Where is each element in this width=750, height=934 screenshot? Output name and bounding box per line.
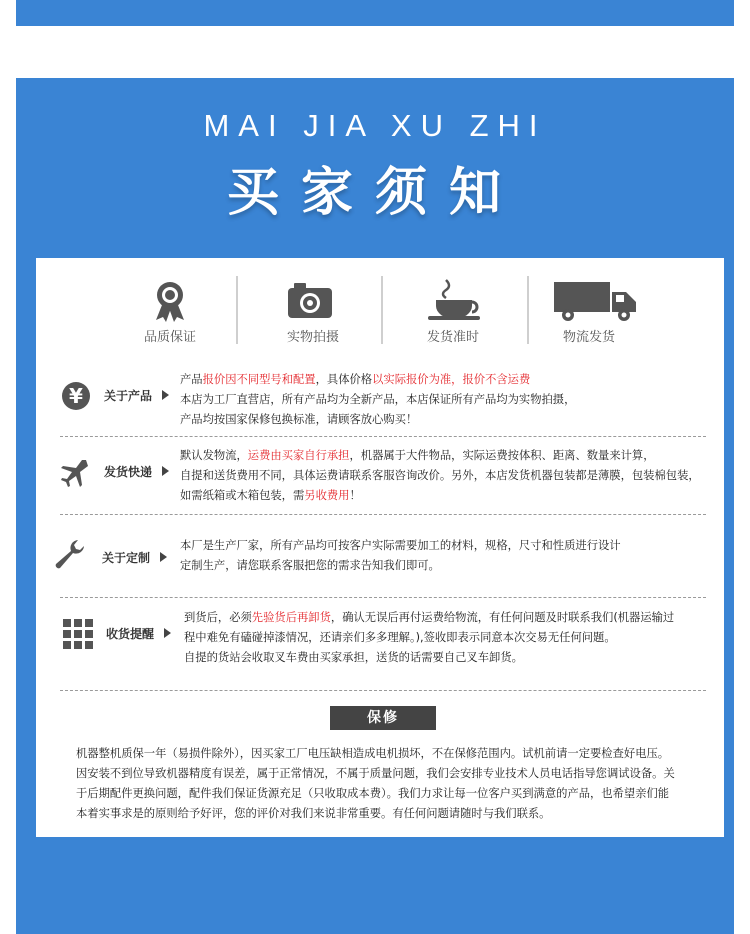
text-line: 本店为工厂直营店，所有产品均为全新产品，本店保证所有产品均为实物拍摄， xyxy=(180,393,576,406)
feature-divider xyxy=(236,276,238,344)
play-arrow-icon xyxy=(162,390,169,400)
text-fragment: ，机器属于大件物品，实际运费按体积、距离、数量来计算， xyxy=(349,449,655,462)
text-line: 程中难免有磕碰掉漆情况，还请亲们多多理解。),签收即表示同意本次交易无任何问题。 xyxy=(184,631,616,644)
feature-quality xyxy=(84,272,214,352)
dashed-divider xyxy=(60,436,706,437)
feature-divider xyxy=(381,276,383,344)
text-fragment: 默认发物流， xyxy=(180,449,248,462)
text-line: 因安装不到位导致机器精度有误差，属于正常情况，不属于质量问题，我们会安排专业技术人员电话指导您调试设备。关 xyxy=(76,767,675,780)
award-ribbon-icon xyxy=(84,278,214,322)
section-text-receipt xyxy=(184,608,724,668)
text-line: 自提和送货费用不同，具体运费请联系客服咨询改价。另外，本店发货机器包装都是薄膜，包装棉包装， xyxy=(180,469,700,482)
text-line: 本厂是生产厂家，所有产品均可按客户实际需要加工的材料，规格，尺寸和性质进行设计 xyxy=(180,539,621,552)
highlight-text: 以实际报价为准，报价不含运费 xyxy=(372,373,531,386)
text-fragment: 到货后，必须 xyxy=(184,611,252,624)
text-fragment: ，确认无误后再付运费给物流，有任何问题及时联系我们(机器运输过 xyxy=(330,611,675,624)
text-line: 产品均按国家保修包换标准，请顾客放心购买！ xyxy=(180,413,418,426)
section-label-receipt: 收货提醒 xyxy=(106,627,155,641)
play-arrow-icon xyxy=(160,552,167,562)
camera-icon xyxy=(236,278,366,322)
dashed-divider xyxy=(60,690,706,691)
feature-ontime xyxy=(384,272,514,352)
title-chinese: 买家须知 xyxy=(226,163,523,223)
text-fragment: 如需纸箱或木箱包装，需 xyxy=(180,489,305,502)
feature-label: 物流发货 xyxy=(562,330,615,345)
section-text-custom xyxy=(180,536,720,576)
svg-text:¥: ¥ xyxy=(69,384,83,408)
feature-label: 品质保证 xyxy=(143,330,196,345)
text-line: 自提的货站会收取叉车费由买家承担，送货的话需要自己叉车卸货。 xyxy=(184,651,523,664)
dashed-divider xyxy=(60,597,706,598)
play-arrow-icon xyxy=(164,628,171,638)
warranty-text xyxy=(76,744,696,824)
coffee-cup-icon xyxy=(384,278,514,322)
section-text-product xyxy=(180,370,720,430)
feature-label: 发货准时 xyxy=(426,330,479,345)
feature-strip xyxy=(84,272,684,352)
text-line: 机器整机质保一年（易损件除外），因买家工厂电压缺相造成电机损坏，不在保修范围内。试机前请一定要检查好电压。 xyxy=(76,747,670,760)
play-arrow-icon xyxy=(162,466,169,476)
highlight-text: 运费由买家自行承担 xyxy=(247,449,350,462)
feature-label: 实物拍摄 xyxy=(286,330,339,345)
title-english: MAI JIA XU ZHI xyxy=(203,108,547,143)
text-fragment: 产品 xyxy=(180,373,203,386)
grid-icon xyxy=(62,618,94,650)
top-blue-strip xyxy=(16,0,734,26)
wrench-icon xyxy=(54,540,86,572)
highlight-text: 报价因不同型号和配置 xyxy=(202,373,316,386)
feature-photo xyxy=(236,272,366,352)
airplane-icon xyxy=(58,456,90,488)
text-line: 定制生产，请您联系客服把您的需求告知我们即可。 xyxy=(180,559,440,572)
dashed-divider xyxy=(60,514,706,515)
text-fragment: ！ xyxy=(349,489,361,502)
feature-logistics xyxy=(544,272,674,352)
highlight-text: 先验货后再卸货 xyxy=(251,611,331,624)
yuan-coin-icon xyxy=(60,380,92,412)
delivery-truck-icon xyxy=(544,278,674,322)
warranty-title: 保修 xyxy=(330,706,436,730)
text-line: 于后期配件更换问题，配件我们保证货源充足（只收取成本费）。我们力求让每一位客户买到满意的产品，也希望亲们能 xyxy=(76,787,670,800)
section-label-custom: 关于定制 xyxy=(102,551,151,565)
section-text-shipping xyxy=(180,446,720,506)
feature-divider xyxy=(527,276,529,344)
text-line: 本着实事求是的原则给予好评，您的评价对我们来说非常重要。有任何问题请随时与我们联系。 xyxy=(76,807,551,820)
section-label-product: 关于产品 xyxy=(104,389,153,403)
text-fragment: ，具体价格 xyxy=(315,373,373,386)
section-label-shipping: 发货快递 xyxy=(104,465,153,479)
highlight-text: 另收费用 xyxy=(304,489,350,502)
